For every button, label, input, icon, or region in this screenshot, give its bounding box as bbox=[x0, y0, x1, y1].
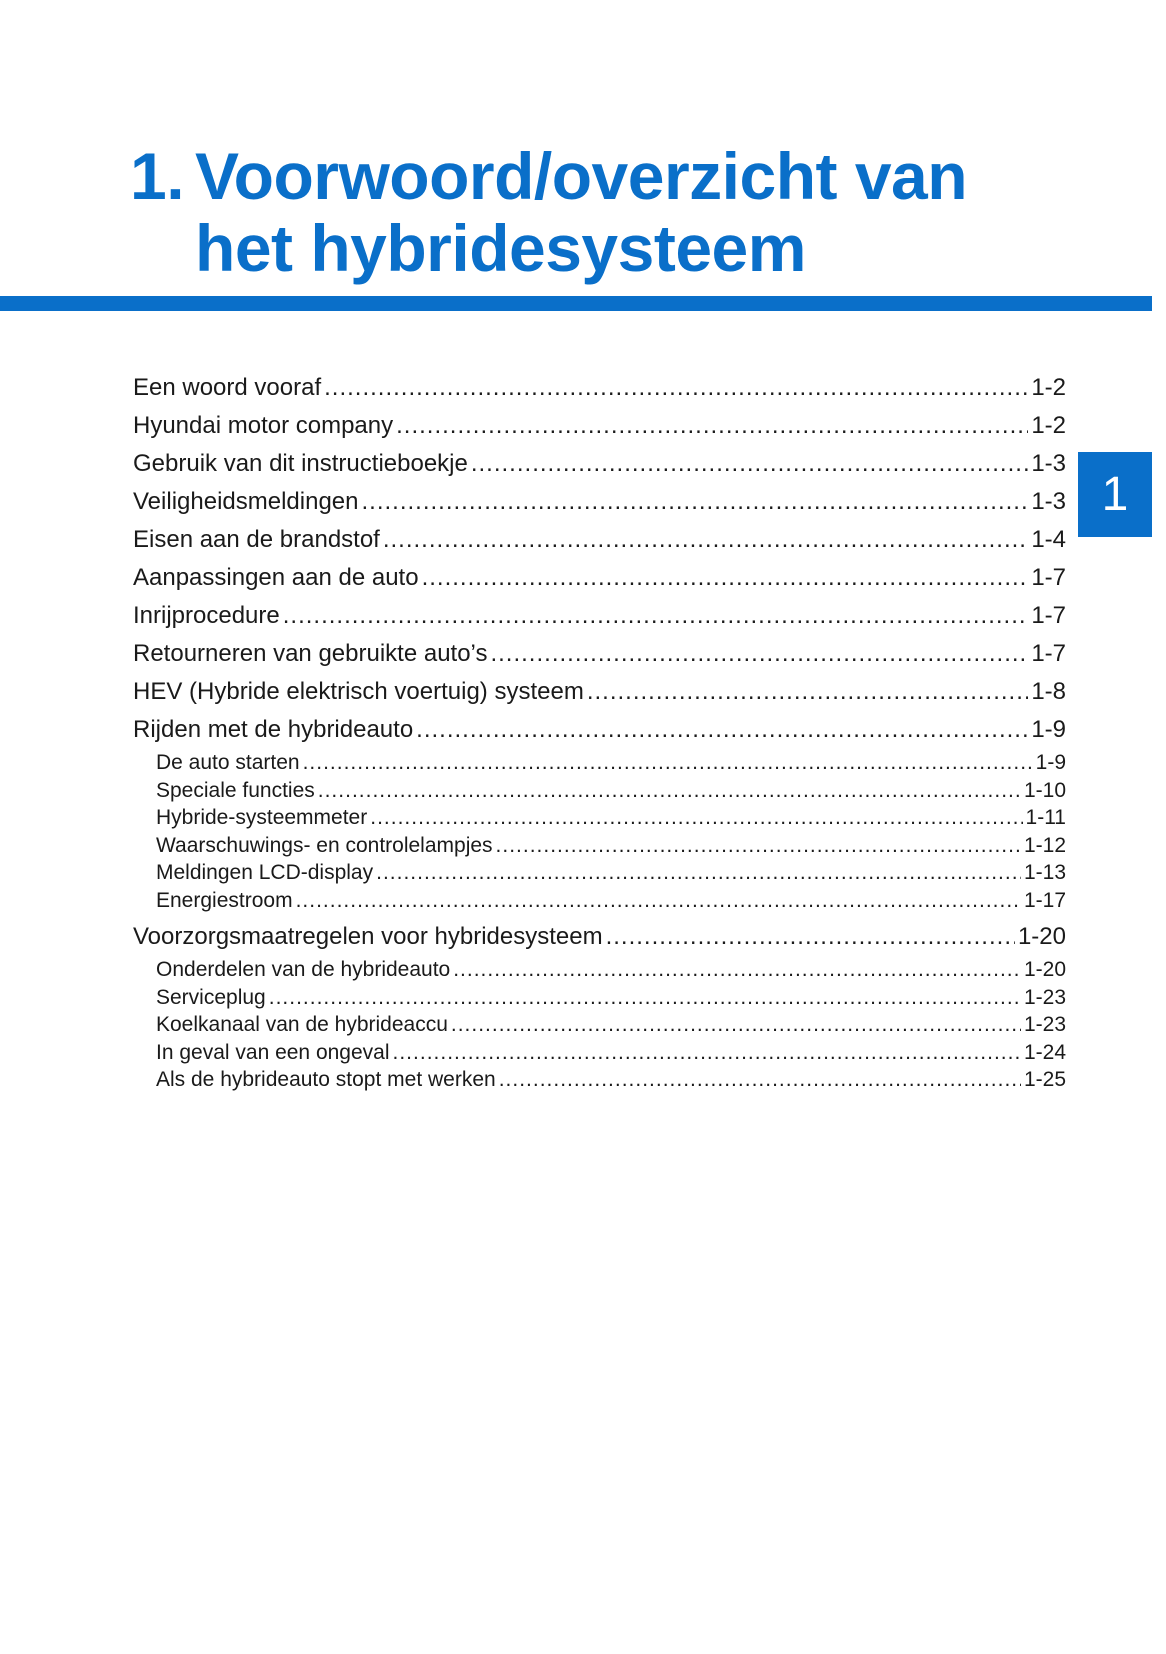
toc-entry[interactable] bbox=[133, 369, 1066, 407]
toc-leader bbox=[453, 956, 1021, 984]
toc-entry-page: 1-3 bbox=[1031, 488, 1066, 515]
chapter-tab: 1 bbox=[1078, 452, 1152, 537]
toc-subentry-page: 1-12 bbox=[1023, 833, 1066, 857]
toc-leader bbox=[383, 521, 1028, 559]
toc-subentry-label: In geval van een ongeval bbox=[156, 1040, 390, 1064]
toc-entry-page: 1-7 bbox=[1031, 564, 1066, 591]
toc-entry[interactable] bbox=[133, 673, 1066, 711]
toc-subentry-page: 1-10 bbox=[1023, 778, 1066, 802]
toc-leader bbox=[318, 777, 1021, 805]
toc-subentry-label: Waarschuwings- en controlelampjes bbox=[156, 833, 493, 857]
toc-subentry[interactable] bbox=[133, 832, 1066, 860]
toc-leader bbox=[393, 1039, 1021, 1067]
toc-subentry-label: Koelkanaal van de hybrideaccu bbox=[156, 1013, 448, 1036]
toc-entry-page: 1-7 bbox=[1031, 602, 1066, 629]
toc-entry-page: 1-2 bbox=[1031, 374, 1066, 401]
toc-leader bbox=[490, 635, 1028, 673]
toc-subentry[interactable] bbox=[133, 1011, 1066, 1039]
chapter-title-line-1: Voorwoord/overzicht van bbox=[195, 139, 968, 213]
toc-leader bbox=[269, 984, 1021, 1012]
toc-subentry[interactable] bbox=[133, 749, 1066, 777]
toc-subentry-label: Onderdelen van de hybrideauto bbox=[156, 958, 451, 981]
toc-leader bbox=[303, 749, 1033, 777]
toc-entry-label: Rijden met de hybrideauto bbox=[133, 716, 414, 743]
chapter-title bbox=[130, 140, 1080, 284]
toc-entry[interactable] bbox=[133, 711, 1066, 749]
toc-subentry-page: 1-23 bbox=[1023, 985, 1066, 1009]
toc-leader bbox=[606, 918, 1015, 956]
toc-subentry-label: De auto starten bbox=[156, 751, 300, 774]
toc-entry-label: Eisen aan de brandstof bbox=[133, 526, 380, 553]
toc-subentry-label: Als de hybrideauto stopt met werken bbox=[156, 1068, 496, 1091]
toc-subentry-page: 1-17 bbox=[1023, 888, 1066, 912]
toc-subentry-label: Speciale functies bbox=[156, 778, 315, 802]
toc-entry-label: Veiligheidsmeldingen bbox=[133, 488, 359, 515]
toc-entry[interactable] bbox=[133, 597, 1066, 635]
toc-entry[interactable] bbox=[133, 635, 1066, 673]
toc-entry[interactable] bbox=[133, 521, 1066, 559]
toc-entry[interactable] bbox=[133, 407, 1066, 445]
toc-leader bbox=[362, 483, 1029, 521]
toc-subentry-page: 1-24 bbox=[1023, 1040, 1066, 1064]
toc-leader bbox=[296, 887, 1021, 915]
toc-subentry-page: 1-25 bbox=[1023, 1068, 1066, 1091]
toc-entry-label: Inrijprocedure bbox=[133, 602, 280, 629]
toc-entry-page: 1-9 bbox=[1031, 716, 1066, 743]
toc-entry-label: Voorzorgsmaatregelen voor hybridesysteem bbox=[133, 923, 603, 950]
title-divider bbox=[0, 296, 1152, 311]
toc-entry-page: 1-8 bbox=[1031, 678, 1066, 705]
toc-subentry[interactable] bbox=[133, 804, 1066, 832]
toc-entry-page: 1-7 bbox=[1031, 640, 1066, 667]
toc-leader bbox=[416, 711, 1028, 749]
table-of-contents bbox=[133, 369, 1066, 1094]
toc-leader bbox=[499, 1066, 1021, 1094]
toc-subentry-page: 1-9 bbox=[1035, 751, 1066, 774]
toc-leader bbox=[422, 559, 1029, 597]
toc-subentry[interactable] bbox=[133, 887, 1066, 915]
toc-entry[interactable] bbox=[133, 483, 1066, 521]
toc-entry-label: Hyundai motor company bbox=[133, 412, 394, 439]
toc-subentry[interactable] bbox=[133, 1066, 1066, 1094]
toc-subentry-page: 1-23 bbox=[1023, 1013, 1066, 1036]
toc-entry-label: HEV (Hybride elektrisch voertuig) systeem bbox=[133, 678, 584, 705]
toc-subentry-page: 1-11 bbox=[1025, 806, 1066, 829]
toc-leader bbox=[370, 804, 1022, 832]
toc-leader bbox=[396, 407, 1028, 445]
toc-leader bbox=[451, 1011, 1021, 1039]
toc-leader bbox=[496, 832, 1021, 860]
toc-entry-label: Retourneren van gebruikte auto’s bbox=[133, 640, 488, 667]
toc-leader bbox=[283, 597, 1029, 635]
toc-subentry-label: Meldingen LCD-display bbox=[156, 861, 374, 884]
toc-subentry[interactable] bbox=[133, 859, 1066, 887]
toc-subentry-label: Hybride-systeemmeter bbox=[156, 806, 368, 829]
toc-entry-page: 1-4 bbox=[1031, 526, 1066, 553]
toc-subentry-label: Serviceplug bbox=[156, 985, 266, 1009]
toc-leader bbox=[587, 673, 1029, 711]
chapter-number: 1. bbox=[130, 139, 185, 213]
toc-subentry-page: 1-20 bbox=[1023, 958, 1066, 981]
toc-entry[interactable] bbox=[133, 918, 1066, 956]
toc-entry-label: Een woord vooraf bbox=[133, 374, 322, 401]
toc-entry-label: Gebruik van dit instructieboekje bbox=[133, 450, 468, 477]
toc-leader bbox=[471, 445, 1028, 483]
toc-subentry[interactable] bbox=[133, 777, 1066, 805]
toc-entry-page: 1-2 bbox=[1031, 412, 1066, 439]
toc-entry-label: Aanpassingen aan de auto bbox=[133, 564, 419, 591]
toc-entry[interactable] bbox=[133, 559, 1066, 597]
toc-subentry[interactable] bbox=[133, 956, 1066, 984]
toc-leader bbox=[324, 369, 1028, 407]
toc-subentry-label: Energiestroom bbox=[156, 888, 293, 912]
toc-entry-page: 1-3 bbox=[1031, 450, 1066, 477]
toc-entry[interactable] bbox=[133, 445, 1066, 483]
toc-entry-page: 1-20 bbox=[1017, 923, 1066, 950]
chapter-title-line-2: het hybridesysteem bbox=[195, 211, 806, 285]
toc-leader bbox=[376, 859, 1021, 887]
toc-subentry[interactable] bbox=[133, 1039, 1066, 1067]
toc-subentry-page: 1-13 bbox=[1023, 861, 1066, 884]
toc-subentry[interactable] bbox=[133, 984, 1066, 1012]
